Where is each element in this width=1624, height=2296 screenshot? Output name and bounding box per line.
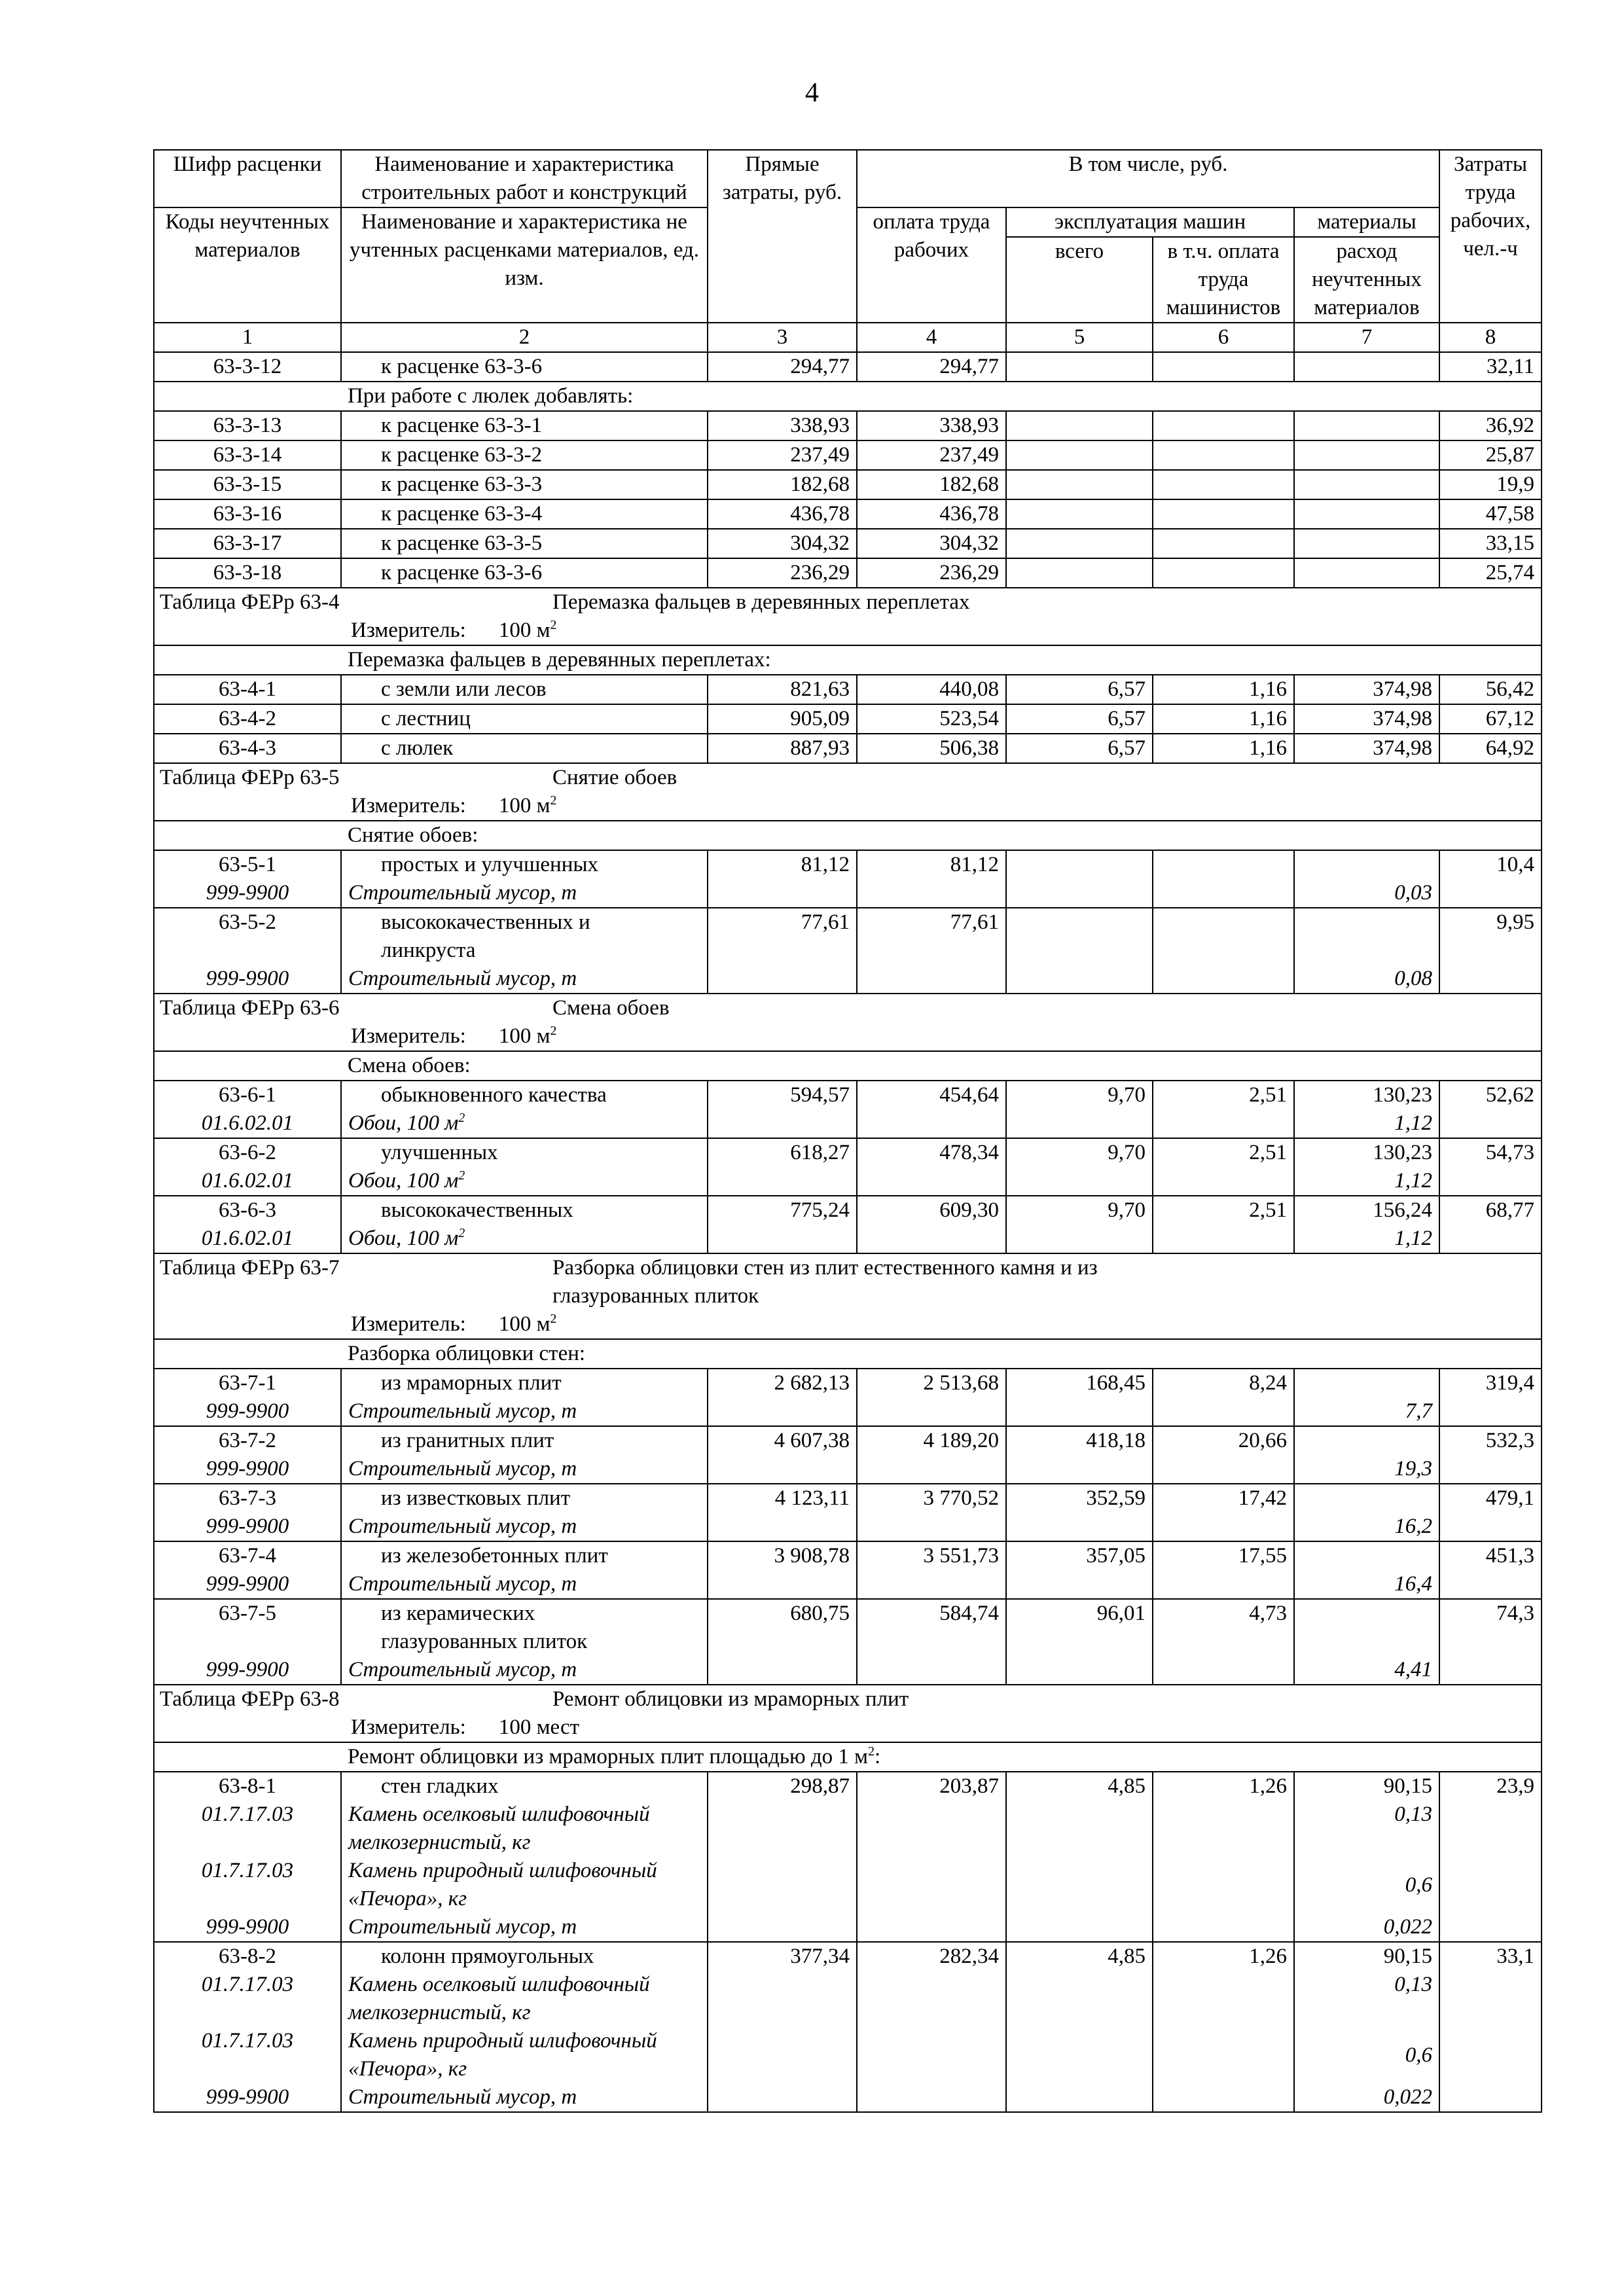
table-row: 63-6-1 обыкновенного качества 594,57 454,64 9,70 2,51 130,23 52,62 (154, 1081, 1542, 1109)
header-wages: оплата труда рабочих (857, 207, 1006, 323)
table-row: 63-7-4 из железобетонных плит 3 908,78 3 551,73 357,05 17,55 451,3 (154, 1541, 1542, 1570)
header-direct: Прямые затраты, руб. (708, 150, 857, 323)
material-row: 01.6.02.01 Обои, 100 $м^2$ 1,12 (154, 1109, 1542, 1138)
table-label: Таблица ФЕРр 63-7 (160, 1256, 340, 1280)
material-row: 999-9900 Строительный мусор, т 7,7 (154, 1397, 1542, 1426)
table-title-row (154, 763, 1542, 792)
table-label: Таблица ФЕРр 63-8 (160, 1687, 340, 1711)
table-row: 63-5-1 простых и улучшенных 81,12 81,12 10,4 (154, 850, 1542, 879)
measure-row: Измеритель: 100 $м^2$ (154, 617, 1542, 645)
subheading-row: Снятие обоев: (154, 821, 1542, 850)
table-title-row (154, 994, 1542, 1022)
table-row: 63-4-1 с земли или лесов 821,63 440,08 6,57 1,16 374,98 56,42 (154, 675, 1542, 704)
table-row: 63-7-5 из керамических глазурованных плиток 680,75 584,74 96,01 4,73 74,3 (154, 1599, 1542, 1656)
header-machines: эксплуатация машин (1006, 207, 1294, 237)
table-row: 63-8-1 стен гладких 298,87 203,87 4,85 1,26 90,15 23,9 (154, 1772, 1542, 1801)
header-materials-sub: расход неучтенных материалов (1294, 237, 1439, 323)
table-title-row (154, 588, 1542, 617)
table-row: 63-3-13 к расценке 63-3-1 338,93 338,93 36,92 (154, 411, 1542, 440)
subheading-row: Смена обоев: (154, 1051, 1542, 1081)
header-mat-name: Наименование и характеристика не учтенных расценками материалов, ед. изм. (341, 207, 708, 323)
column-numbers-row: 1 2 3 4 5 6 7 8 (154, 323, 1542, 352)
table-row: 63-6-2 улучшенных 618,27 478,34 9,70 2,51 130,23 54,73 (154, 1138, 1542, 1167)
table-title: Смена обоев (552, 996, 670, 1020)
rates-table (153, 149, 1542, 2113)
page-number: 4 (805, 78, 819, 108)
material-row: 999-9900 Строительный мусор, т 16,4 (154, 1570, 1542, 1599)
table-title: Перемазка фальцев в деревянных переплетах (552, 590, 970, 614)
subheading-row: Ремонт облицовки из мраморных плит площадью до 1 $м^2$: (154, 1742, 1542, 1772)
table-row: 63-8-2 колонн прямоугольных 377,34 282,34 4,85 1,26 90,15 33,1 (154, 1942, 1542, 1971)
header-machines-wages: в т.ч. оплата труда машинистов (1153, 237, 1294, 323)
table-row: 63-3-17 к расценке 63-3-5 304,32 304,32 33,15 (154, 529, 1542, 558)
table-title-row (154, 1253, 1542, 1310)
material-row: 01.7.17.03 Камень природный шлифовочный «Печора», кг 0,6 (154, 1857, 1542, 1913)
material-row: 01.7.17.03 Камень оселковый шлифовочный мелкозернистый, кг 0,13 (154, 1971, 1542, 2027)
material-row: 01.6.02.01 Обои, 100 $м^2$ 1,12 (154, 1225, 1542, 1253)
subheading-row: При работе с люлек добавлять: (154, 382, 1542, 411)
table-row: 63-3-16 к расценке 63-3-4 436,78 436,78 47,58 (154, 499, 1542, 529)
table-title-row (154, 1685, 1542, 1713)
table-row: 63-3-14 к расценке 63-3-2 237,49 237,49 25,87 (154, 440, 1542, 470)
header-code: Шифр расценки (154, 150, 341, 207)
material-row: 999-9900 Строительный мусор, т 19,3 (154, 1455, 1542, 1484)
table-row: 63-4-3 с люлек 887,93 506,38 6,57 1,16 374,98 64,92 (154, 734, 1542, 763)
measure-row: Измеритель: 100 мест (154, 1713, 1542, 1742)
table-row: 63-5-2 высококачественных и линкруста 77,61 77,61 9,95 (154, 908, 1542, 965)
table-title: Ремонт облицовки из мраморных плит (552, 1687, 909, 1711)
material-row: 999-9900 Строительный мусор, т 0,03 (154, 879, 1542, 908)
header-name: Наименование и характеристика строительных работ и конструкций (341, 150, 708, 207)
table-title: Разборка облицовки стен из плит естественного камня и из глазурованных плиток (552, 1256, 1098, 1308)
material-row: 999-9900 Строительный мусор, т 16,2 (154, 1513, 1542, 1541)
table-row: 63-3-18 к расценке 63-3-6 236,29 236,29 25,74 (154, 558, 1542, 588)
table-label: Таблица ФЕРр 63-4 (160, 590, 340, 614)
material-row: 01.6.02.01 Обои, 100 $м^2$ 1,12 (154, 1167, 1542, 1196)
table-label: Таблица ФЕРр 63-5 (160, 766, 340, 789)
material-row: 01.7.17.03 Камень природный шлифовочный «Печора», кг 0,6 (154, 2027, 1542, 2083)
header-labor: Затраты труда рабочих, чел.-ч (1439, 150, 1542, 323)
measure-row: Измеритель: 100 $м^2$ (154, 1022, 1542, 1051)
measure-row: Измеритель: 100 $м^2$ (154, 1310, 1542, 1339)
header-incl: В том числе, руб. (857, 150, 1439, 207)
material-row: 01.7.17.03 Камень оселковый шлифовочный мелкозернистый, кг 0,13 (154, 1801, 1542, 1857)
subheading-row: Перемазка фальцев в деревянных переплетах: (154, 645, 1542, 675)
table-row: 63-7-2 из гранитных плит 4 607,38 4 189,20 418,18 20,66 532,3 (154, 1426, 1542, 1455)
header-row-1 (154, 150, 1542, 207)
material-row: 999-9900 Строительный мусор, т 0,022 (154, 2083, 1542, 2112)
table-row: 63-4-2 с лестниц 905,09 523,54 6,57 1,16 374,98 67,12 (154, 704, 1542, 734)
table-row: 63-7-3 из известковых плит 4 123,11 3 770,52 352,59 17,42 479,1 (154, 1484, 1542, 1513)
header-mat-code: Коды неучтенных материалов (154, 207, 341, 323)
table-title: Снятие обоев (552, 766, 677, 789)
table-row: 63-6-3 высококачественных 775,24 609,30 9,70 2,51 156,24 68,77 (154, 1196, 1542, 1225)
material-row: 999-9900 Строительный мусор, т 4,41 (154, 1656, 1542, 1685)
measure-row: Измеритель: 100 $м^2$ (154, 792, 1542, 821)
header-materials: материалы (1294, 207, 1439, 237)
table-row: 63-3-12 к расценке 63-3-6 294,77 294,77 32,11 (154, 352, 1542, 382)
material-row: 999-9900 Строительный мусор, т 0,08 (154, 965, 1542, 994)
header-machines-total: всего (1006, 237, 1153, 323)
material-row: 999-9900 Строительный мусор, т 0,022 (154, 1913, 1542, 1942)
subheading-row: Разборка облицовки стен: (154, 1339, 1542, 1369)
table-row: 63-7-1 из мраморных плит 2 682,13 2 513,68 168,45 8,24 319,4 (154, 1369, 1542, 1397)
table-row: 63-3-15 к расценке 63-3-3 182,68 182,68 19,9 (154, 470, 1542, 499)
table-label: Таблица ФЕРр 63-6 (160, 996, 340, 1020)
